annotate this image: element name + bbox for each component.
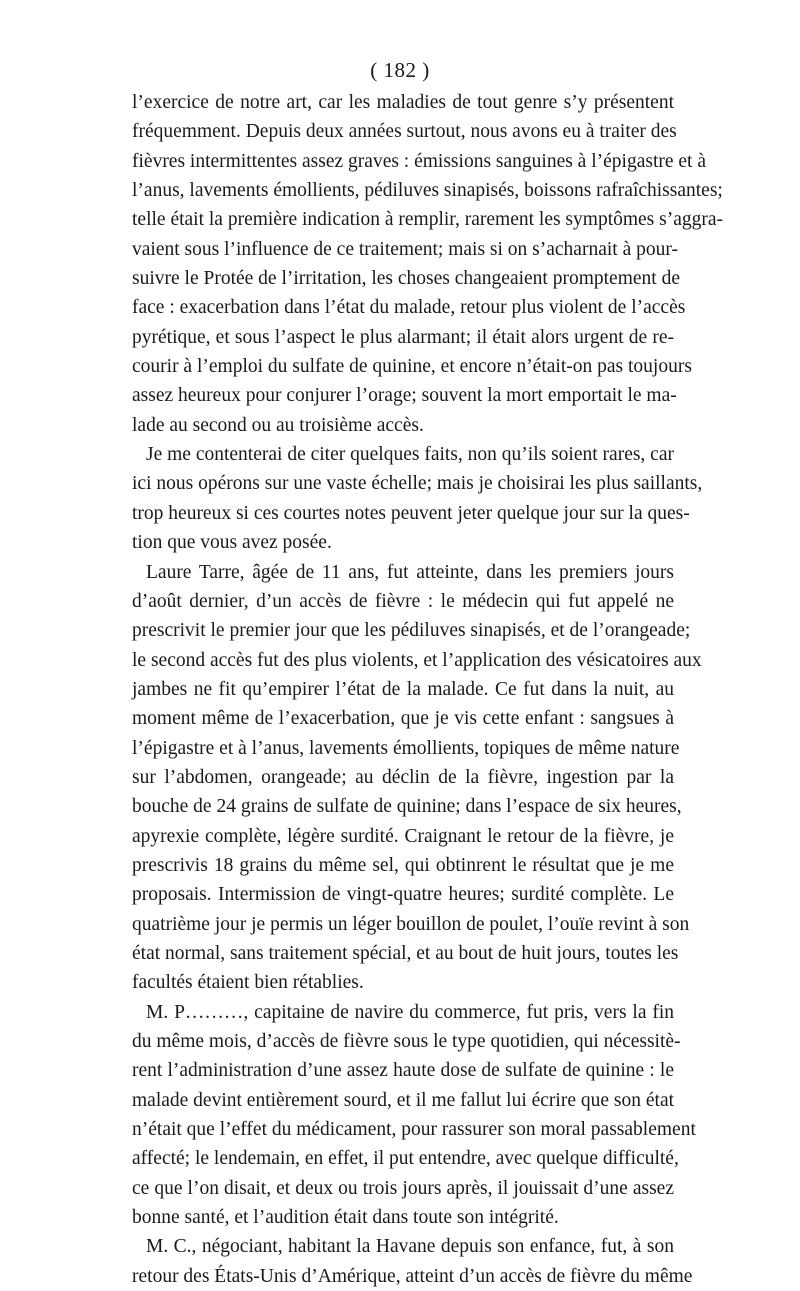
text-line: proposais. Intermission de vingt-quatre heures; surdité complète. Le — [132, 884, 674, 906]
text-line: l’anus, lavements émollients, pédiluves sinapisés, boissons rafraîchissantes; — [132, 180, 723, 202]
text-line: sur l’abdomen, orangeade; au déclin de la fièvre, ingestion par la — [132, 766, 674, 788]
text-line: ce que l’on disait, et deux ou trois jours après, il jouissait d’une assez — [132, 1177, 674, 1199]
page-number: ( 182 ) — [370, 58, 430, 82]
text-line: bonne santé, et l’audition était dans toute son intégrité. — [132, 1207, 559, 1229]
text-line: apyrexie complète, légère surdité. Craignant le retour de la fièvre, je — [132, 825, 674, 847]
paragraph-first-line: Je me contenterai de citer quelques faits, non qu’ils soient rares, car — [146, 444, 674, 466]
text-line: l’exercice de notre art, car les maladies de tout genre s’y présentent — [132, 92, 674, 113]
text-line: d’août dernier, d’un accès de fièvre : le médecin qui fut appelé ne — [132, 590, 674, 612]
text-line: bouche de 24 grains de sulfate de quinine; dans l’espace de six heures, — [132, 796, 682, 818]
text-line: suivre le Protée de l’irritation, les choses changeaient promptement de — [132, 268, 680, 290]
text-line: fièvres intermittentes assez graves : émissions sanguines à l’épigastre et à — [132, 150, 706, 172]
text-line: état normal, sans traitement spécial, et au bout de huit jours, toutes les — [132, 942, 679, 964]
text-line: jambes ne fit qu’empirer l’état de la malade. Ce fut dans la nuit, au — [132, 678, 674, 700]
body-text — [132, 88, 724, 1291]
text-line: pyrétique, et sous l’aspect le plus alarmant; il était alors urgent de re- — [132, 326, 674, 348]
text-line: quatrième jour je permis un léger bouillon de poulet, l’ouïe revint à son — [132, 913, 690, 935]
text-line: telle était la première indication à remplir, rarement les symptômes s’aggra- — [132, 209, 724, 231]
text-line: rent l’administration d’une assez haute dose de sulfate de quinine : le — [132, 1060, 674, 1082]
text-line: tion que vous avez posée. — [132, 532, 332, 554]
text-line: du même mois, d’accès de fièvre sous le type quotidien, qui nécessitè- — [132, 1031, 681, 1052]
paragraph-first-line: Laure Tarre, âgée de 11 ans, fut atteinte, dans les premiers jours — [146, 561, 674, 583]
text-line: lade au second ou au troisième accès. — [132, 414, 424, 436]
text-line: vaient sous l’influence de ce traitement; mais si on s’acharnait à pour- — [132, 238, 678, 260]
text-line: courir à l’emploi du sulfate de quinine, et encore n’était-on pas toujours — [132, 356, 692, 378]
text-line: fréquemment. Depuis deux années surtout, nous avons eu à traiter des — [132, 121, 677, 143]
text-line: prescrivit le premier jour que les pédiluves sinapisés, et de l’orangeade; — [132, 620, 691, 642]
text-line: le second accès fut des plus violents, et l’application des vésicatoires aux — [132, 649, 702, 671]
paragraph-first-line: M. P………, capitaine de navire du commerce, fut pris, vers la fin — [146, 1001, 674, 1023]
text-line: ici nous opérons sur une vaste échelle; mais je choisirai les plus saillants, — [132, 473, 703, 495]
text-line: affecté; le lendemain, en effet, il put entendre, avec quelque difficulté, — [132, 1148, 679, 1170]
text-line: n’était que l’effet du médicament, pour rassurer son moral passablement — [132, 1119, 696, 1141]
text-line: retour des États-Unis d’Amérique, atteint d’un accès de fièvre du même — [132, 1265, 693, 1287]
text-line: face : exacerbation dans l’état du malade, retour plus violent de l’accès — [132, 297, 686, 319]
text-line: l’épigastre et à l’anus, lavements émollients, topiques de même nature — [132, 737, 680, 759]
text-line: malade devint entièrement sourd, et il me fallut lui écrire que son état — [132, 1089, 675, 1111]
text-line: prescrivis 18 grains du même sel, qui obtinrent le résultat que je me — [132, 854, 674, 876]
text-line: facultés étaient bien rétablies. — [132, 972, 364, 994]
text-line: trop heureux si ces courtes notes peuvent jeter quelque jour sur la ques- — [132, 502, 690, 524]
text-line: assez heureux pour conjurer l’orage; souvent la mort emportait le ma- — [132, 385, 677, 407]
paragraph-first-line: M. C., négociant, habitant la Havane depuis son enfance, fut, à son — [146, 1236, 674, 1258]
text-line: moment même de l’exacerbation, que je vis cette enfant : sangsues à — [132, 708, 674, 730]
